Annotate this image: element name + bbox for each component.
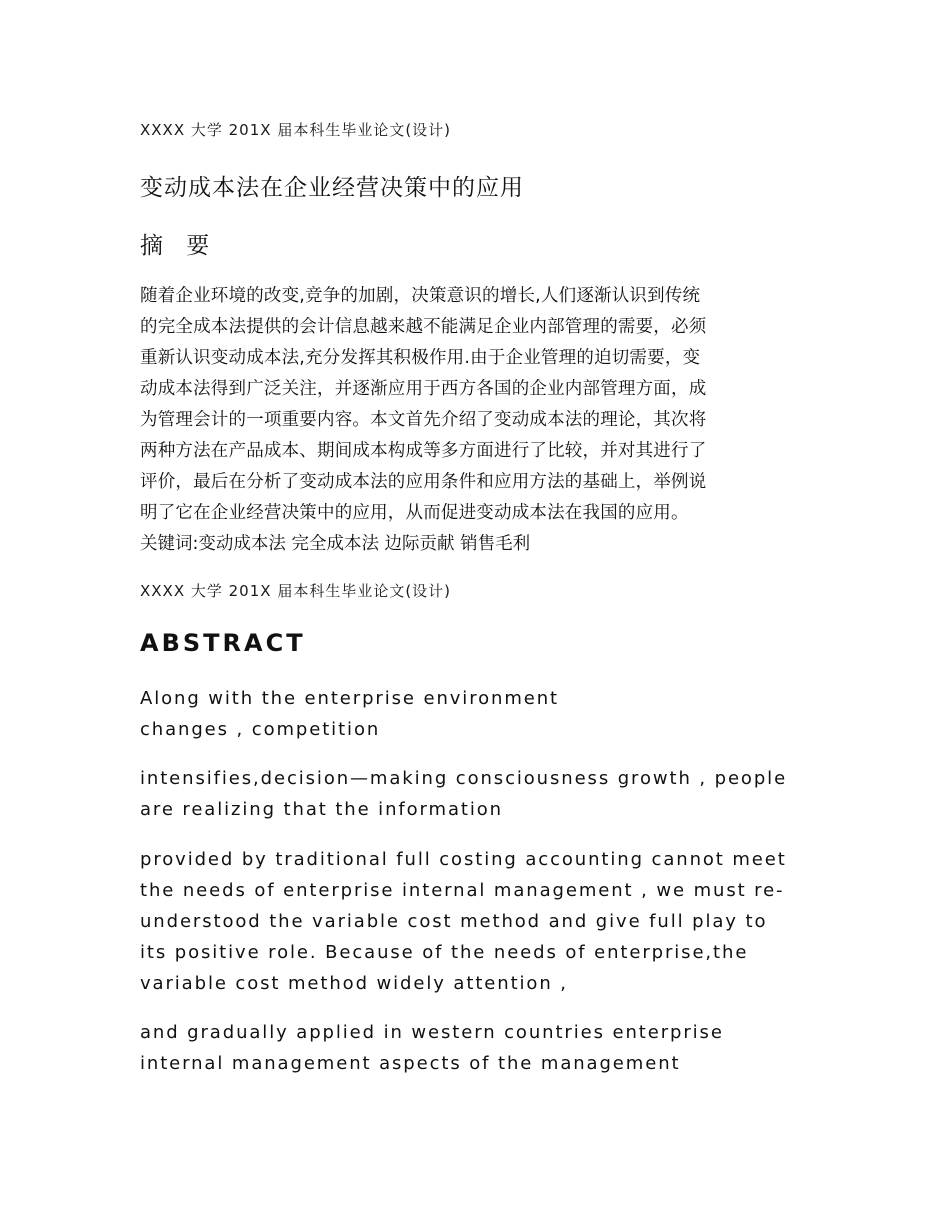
thesis-title: 变动成本法在企业经营决策中的应用 [140,175,524,201]
abstract-en-line: intensifies,decision—making consciousness growth , people [140,768,788,789]
abstract-cn-line: 两种方法在产品成本、期间成本构成等多方面进行了比较，并对其进行了 [140,441,707,461]
abstract-cn-line: 重新认识变动成本法,充分发挥其积极作用.由于企业管理的迫切需要，变 [140,348,701,368]
abstract-cn-line: 的完全成本法提供的会计信息越来越不能满足企业内部管理的需要，必须 [140,317,707,337]
abstract-en-line: its positive role. Because of the needs of enterprise,the [140,942,749,963]
abstract-cn-line: 明了它在企业经营决策中的应用，从而促进变动成本法在我国的应用。 [140,503,689,523]
abstract-cn-line: 为管理会计的一项重要内容。本文首先介绍了变动成本法的理论，其次将 [140,410,707,430]
abstract-en-paragraph [140,844,820,999]
abstract-en-paragraph [140,683,820,745]
abstract-en-line: and gradually applied in western countries enterprise [140,1022,724,1043]
abstract-cn-line: 动成本法得到广泛关注，并逐渐应用于西方各国的企业内部管理方面，成 [140,379,707,399]
thesis-header-repeat: XXXX 大学 201X 届本科生毕业论文(设计) [140,582,452,600]
keywords-line: 关键词:变动成本法 完全成本法 边际贡献 销售毛利 [140,534,531,554]
abstract-cn-line: 评价，最后在分析了变动成本法的应用条件和应用方法的基础上，举例说 [140,472,707,492]
abstract-en-line: changes , competition [140,719,381,740]
abstract-en-paragraph [140,763,820,825]
abstract-en-line: variable cost method widely attention , [140,973,568,994]
abstract-cn-line: 随着企业环境的改变,竞争的加剧，决策意识的增长,人们逐渐认识到传统 [140,286,701,306]
abstract-en-line: Along with the enterprise environment [140,688,560,709]
abstract-en-heading: ABSTRACT [140,629,306,657]
thesis-header: XXXX 大学 201X 届本科生毕业论文(设计) [140,121,452,139]
abstract-en-line: the needs of enterprise internal management , we must re- [140,880,785,901]
abstract-cn-heading: 摘 要 [140,233,218,259]
abstract-en-line: understood the variable cost method and give full play to [140,911,768,932]
abstract-en-line: internal management aspects of the management [140,1053,681,1074]
abstract-en-paragraph [140,1017,820,1079]
abstract-en-line: provided by traditional full costing accounting cannot meet [140,849,787,870]
abstract-cn-paragraph [140,281,820,529]
abstract-en-line: are realizing that the information [140,799,503,820]
